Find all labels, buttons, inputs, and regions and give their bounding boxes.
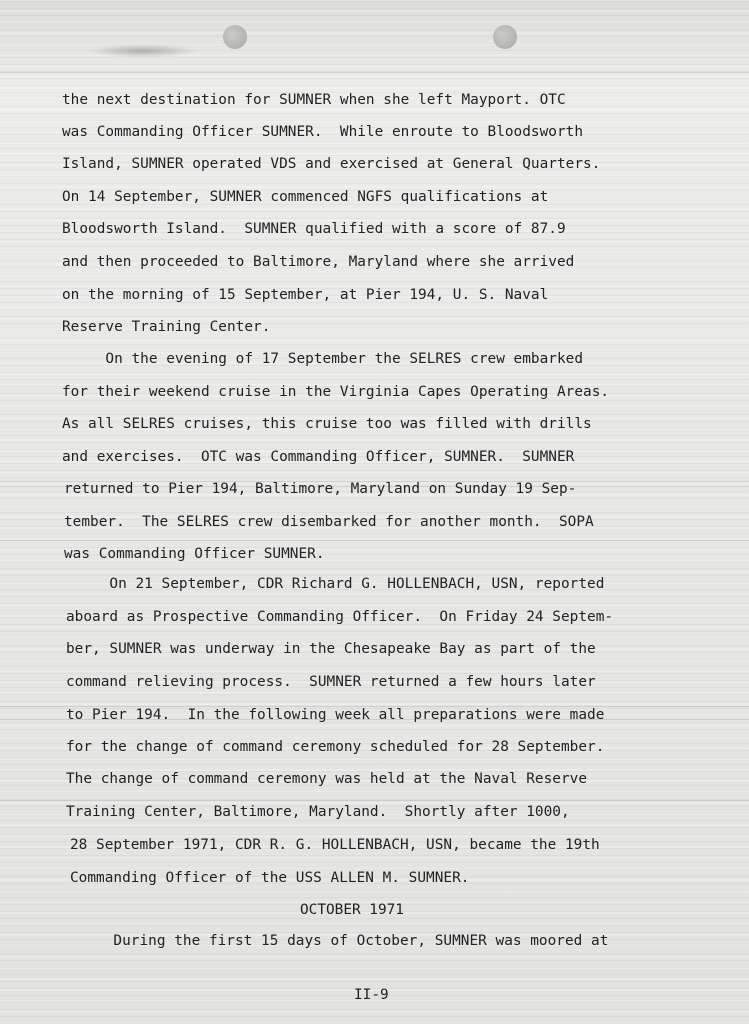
body-line: On the evening of 17 September the SELRES crew embarked bbox=[62, 351, 584, 367]
body-line: On 21 September, CDR Richard G. HOLLENBACH, USN, reported bbox=[66, 576, 605, 592]
body-line: Commanding Officer of the USS ALLEN M. SUMNER. bbox=[70, 870, 470, 886]
body-line: to Pier 194. In the following week all preparations were made bbox=[66, 707, 605, 723]
body-line: Training Center, Baltimore, Maryland. Shortly after 1000, bbox=[66, 804, 570, 820]
body-line: tember. The SELRES crew disembarked for another month. SOPA bbox=[64, 514, 594, 530]
body-line: As all SELRES cruises, this cruise too was filled with drills bbox=[62, 416, 592, 432]
body-line: the next destination for SUMNER when she left Mayport. OTC bbox=[62, 92, 566, 108]
body-line: was Commanding Officer SUMNER. bbox=[64, 546, 325, 562]
body-line: returned to Pier 194, Baltimore, Maryland on Sunday 19 Sep- bbox=[64, 481, 577, 497]
body-line: ber, SUMNER was underway in the Chesapeake Bay as part of the bbox=[66, 641, 596, 657]
body-line: The change of command ceremony was held at the Naval Reserve bbox=[66, 771, 588, 787]
scan-smudge bbox=[88, 44, 198, 58]
body-line: Reserve Training Center. bbox=[62, 319, 271, 335]
body-line: aboard as Prospective Commanding Officer. On Friday 24 Septem- bbox=[66, 609, 614, 625]
page-number: II-9 bbox=[354, 987, 389, 1003]
body-line: for their weekend cruise in the Virginia Capes Operating Areas. bbox=[62, 384, 610, 400]
body-line: and then proceeded to Baltimore, Maryland where she arrived bbox=[62, 254, 575, 270]
body-line: Island, SUMNER operated VDS and exercised at General Quarters. bbox=[62, 156, 601, 172]
body-line: on the morning of 15 September, at Pier 194, U. S. Naval bbox=[62, 287, 549, 303]
body-line: On 14 September, SUMNER commenced NGFS qualifications at bbox=[62, 189, 549, 205]
section-heading: OCTOBER 1971 bbox=[300, 902, 404, 918]
body-line: and exercises. OTC was Commanding Officer, SUMNER. SUMNER bbox=[62, 449, 575, 465]
body-line: 28 September 1971, CDR R. G. HOLLENBACH, USN, became the 19th bbox=[70, 837, 600, 853]
body-line: was Commanding Officer SUMNER. While enroute to Bloodsworth bbox=[62, 124, 584, 140]
body-line: for the change of command ceremony scheduled for 28 September. bbox=[66, 739, 605, 755]
body-line: During the first 15 days of October, SUMNER was moored at bbox=[70, 933, 609, 949]
body-line: Bloodsworth Island. SUMNER qualified with a score of 87.9 bbox=[62, 221, 566, 237]
punch-hole-left bbox=[223, 25, 247, 49]
body-line: command relieving process. SUMNER returned a few hours later bbox=[66, 674, 596, 690]
punch-hole-right bbox=[493, 25, 517, 49]
